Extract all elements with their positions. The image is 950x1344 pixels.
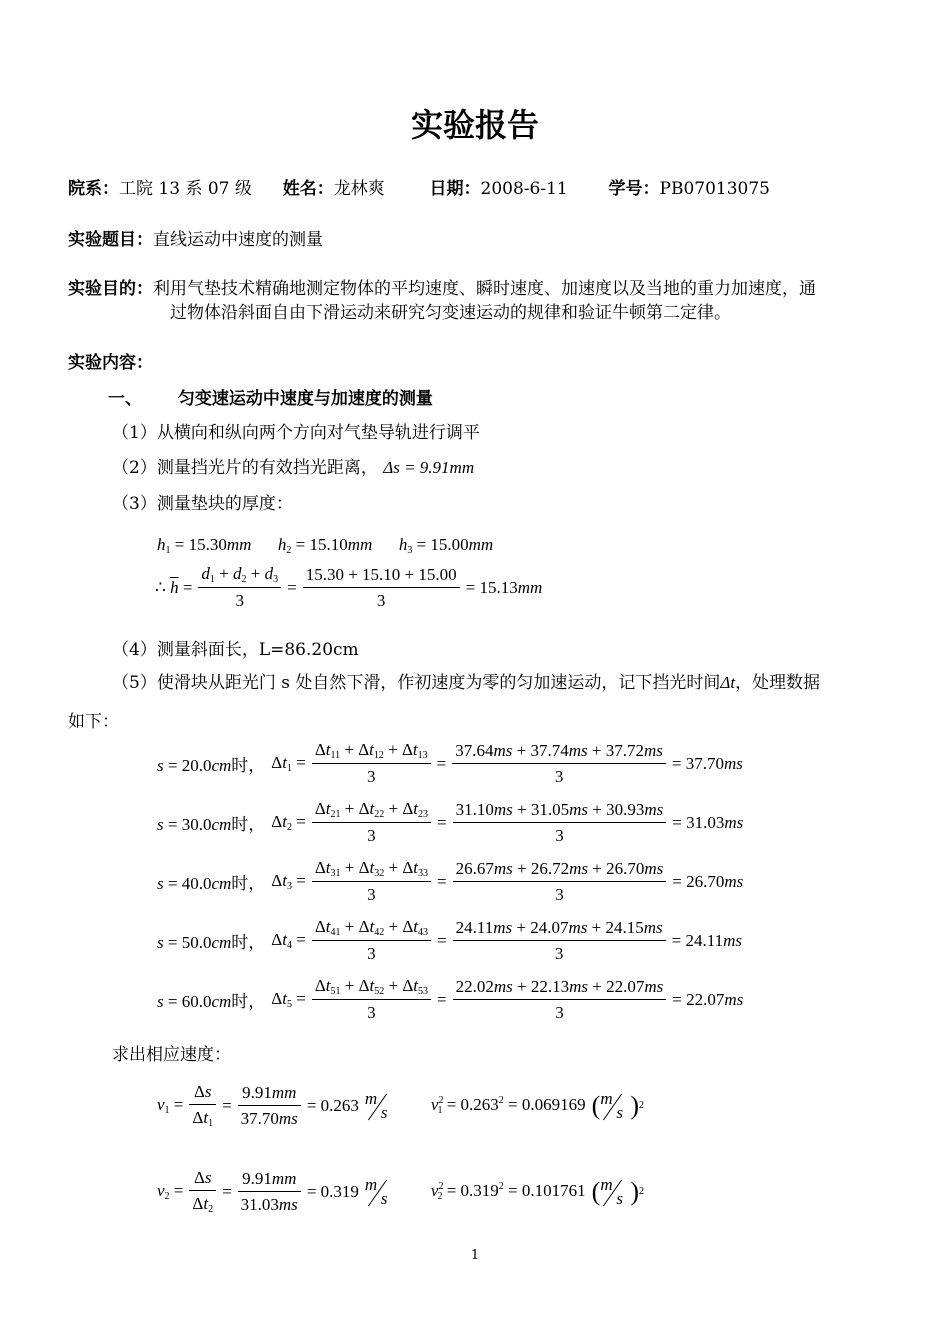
h1-unit: mm	[226, 535, 252, 554]
h1-value: 15.30	[188, 535, 227, 554]
when-text: 时，	[231, 992, 266, 1012]
step-5-dt: Δt	[720, 673, 736, 692]
dt-index: 4	[286, 940, 292, 951]
t1-value: 31.10	[455, 799, 494, 819]
dt-index: 5	[286, 999, 292, 1010]
step-5-line-1	[112, 668, 820, 693]
page-number: 1	[470, 1248, 480, 1263]
v2-value: 0.069169	[521, 1095, 586, 1114]
v-base: 0.263	[460, 1095, 499, 1114]
dt-value: 31.03	[240, 1194, 279, 1214]
when-text: 时，	[231, 756, 266, 776]
h2-value: 15.10	[309, 535, 348, 554]
h3-value: 15.00	[430, 535, 469, 554]
thickness-values: $h_1 = 15.30mm$ $h_2 = 15.10mm$ $h_3 = 15.00mm$	[157, 535, 494, 556]
date-value: 2008-6-11	[480, 179, 568, 199]
t3-value: 24.15	[605, 917, 644, 937]
thickness-average: ∴ $\overline{h}$ = $\frac{d_1 + d_2 + d_3}{3}$ = $\frac{15.30 + 15.10 + 15.00}{3}$ = 15.13mm	[155, 564, 543, 610]
velocity-row: $v_1$ = $\frac{\Delta s}{\Delta t_1}$ = $\frac{9.91mm}{37.70ms}$ = 0.263 m s $v^2_1 = 0.263^2 = 0.069169$ ( m s ) 2	[157, 1082, 644, 1129]
t1-value: 24.11	[455, 917, 494, 937]
section-number: 一、	[108, 389, 142, 409]
avg-time-value: 26.70	[686, 871, 725, 891]
dt-index: 2	[286, 822, 292, 833]
t3-value: 30.93	[606, 799, 645, 819]
report-header	[68, 174, 770, 199]
id-value: PB07013075	[659, 179, 770, 199]
s-value: 50.0	[181, 933, 212, 952]
t1-value: 26.67	[455, 858, 494, 878]
when-text: 时，	[231, 815, 266, 835]
name-label: 姓名：	[282, 179, 334, 199]
avg-time-value: 24.11	[685, 930, 724, 950]
t2-value: 24.07	[530, 917, 569, 937]
purpose-label: 实验目的：	[68, 279, 153, 299]
t3-value: 26.70	[606, 858, 645, 878]
section-title: 匀变速运动中速度与加速度的测量	[177, 389, 433, 409]
topic-line	[68, 225, 323, 250]
when-text: 时，	[231, 874, 266, 894]
dept-label: 院系：	[68, 179, 119, 199]
purpose-line-1	[68, 274, 816, 299]
name-value: 龙林爽	[333, 179, 385, 199]
velocity-label: 求出相应速度：	[112, 1045, 231, 1065]
section-heading	[108, 384, 433, 409]
ds-value: 9.91	[242, 1168, 272, 1188]
v-index: 1	[164, 1105, 170, 1116]
velocity-row: $v_2$ = $\frac{\Delta s}{\Delta t_2}$ = $\frac{9.91mm}{31.03ms}$ = 0.319 m s $v^2_2 = 0.319^2 = 0.101761$ ( m s ) 2	[157, 1168, 644, 1215]
step-5-text: （5）使滑块从距光门 s 处自然下滑，作初速度为零的匀加速运动，记下挡光时间	[112, 673, 721, 693]
step-3: （3）测量垫块的厚度：	[112, 494, 293, 514]
h2-unit: mm	[347, 535, 373, 554]
dept-value: 工院 13 系 07 级	[119, 179, 252, 199]
v-value: 0.263	[320, 1095, 359, 1115]
v2-value: 0.101761	[521, 1181, 586, 1200]
measurement-row: s = 30.0cm时， $\Delta t_2$ = $\frac{\Delta t_{21} + \Delta t_{22} + \Delta t_{23}}{3}$ = $\frac{31.10ms + 31.05ms + 30.93ms}{3}$ = 31.03ms	[157, 799, 744, 845]
dt-index: 1	[286, 763, 292, 774]
step-5-tail: ，处理数据	[735, 673, 821, 693]
avg-time-value: 31.03	[686, 812, 725, 832]
s-value: 20.0	[181, 756, 212, 775]
v-value: 0.319	[320, 1181, 359, 1201]
ds-value: 9.91	[242, 1082, 272, 1102]
avg-numerator: 15.30 + 15.10 + 15.00	[303, 565, 460, 588]
dt-index: 3	[286, 881, 292, 892]
id-label: 学号：	[608, 179, 660, 199]
purpose-line-2: 过物体沿斜面自由下滑运动来研究匀变速运动的规律和验证牛顿第二定律。	[170, 303, 731, 323]
avg-unit: mm	[517, 577, 543, 597]
purpose-text-1: 利用气垫技术精确地测定物体的平均速度、瞬时速度、加速度以及当地的重力加速度，通	[153, 279, 816, 299]
s-value: 40.0	[181, 874, 212, 893]
t3-value: 37.72	[605, 740, 644, 760]
measurement-row: s = 40.0cm时， $\Delta t_3$ = $\frac{\Delta t_{31} + \Delta t_{32} + \Delta t_{33}}{3}$ = $\frac{26.67ms + 26.72ms + 26.70ms}{3}$ = 26.70ms	[157, 858, 744, 904]
avg-time-value: 22.07	[686, 989, 725, 1009]
measurement-row: s = 20.0cm时， $\Delta t_1$ = $\frac{\Delta t_{11} + \Delta t_{12} + \Delta t_{13}}{3}$ = $\frac{37.64ms + 37.74ms + 37.72ms}{3}$ = 37.70ms	[157, 740, 743, 786]
step-5-line-2: 如下：	[68, 712, 119, 732]
s-value: 60.0	[181, 992, 212, 1011]
step-2-formula: Δs = 9.91mm	[383, 458, 475, 477]
t1-value: 37.64	[455, 740, 494, 760]
topic-label: 实验题目：	[68, 230, 153, 250]
measurement-row: s = 50.0cm时， $\Delta t_4$ = $\frac{\Delta t_{41} + \Delta t_{42} + \Delta t_{43}}{3}$ = $\frac{24.11ms + 24.07ms + 24.15ms}{3}$ = 24.11ms	[157, 917, 743, 963]
step-2	[112, 453, 474, 478]
date-label: 日期：	[429, 179, 481, 199]
t2-value: 31.05	[530, 799, 570, 819]
when-text: 时，	[231, 933, 266, 953]
t2-value: 26.72	[530, 858, 570, 878]
t2-value: 37.74	[530, 740, 569, 760]
step-2-text: （2）测量挡光片的有效挡光距离，	[112, 458, 378, 478]
step-1: （1）从横向和纵向两个方向对气垫导轨进行调平	[112, 423, 480, 443]
avg-denominator: 3	[376, 590, 386, 610]
t2-value: 22.13	[530, 976, 570, 996]
v-index: 2	[164, 1191, 170, 1202]
step-4: （4）测量斜面长，L=86.20cm	[112, 640, 359, 660]
h3-unit: mm	[468, 535, 494, 554]
avg-value: 15.13	[479, 577, 518, 597]
content-label: 实验内容：	[68, 353, 153, 373]
t1-value: 22.02	[455, 976, 494, 996]
measurement-row: s = 60.0cm时， $\Delta t_5$ = $\frac{\Delta t_{51} + \Delta t_{52} + \Delta t_{53}}{3}$ = $\frac{22.02ms + 22.13ms + 22.07ms}{3}$ = 22.07ms	[157, 976, 744, 1022]
page-title: 实验报告	[410, 106, 539, 144]
t3-value: 22.07	[606, 976, 645, 996]
s-value: 30.0	[181, 815, 212, 834]
topic-value: 直线运动中速度的测量	[153, 230, 323, 250]
v-base: 0.319	[460, 1181, 499, 1200]
dt-value: 37.70	[240, 1108, 279, 1128]
avg-time-value: 37.70	[685, 753, 724, 773]
